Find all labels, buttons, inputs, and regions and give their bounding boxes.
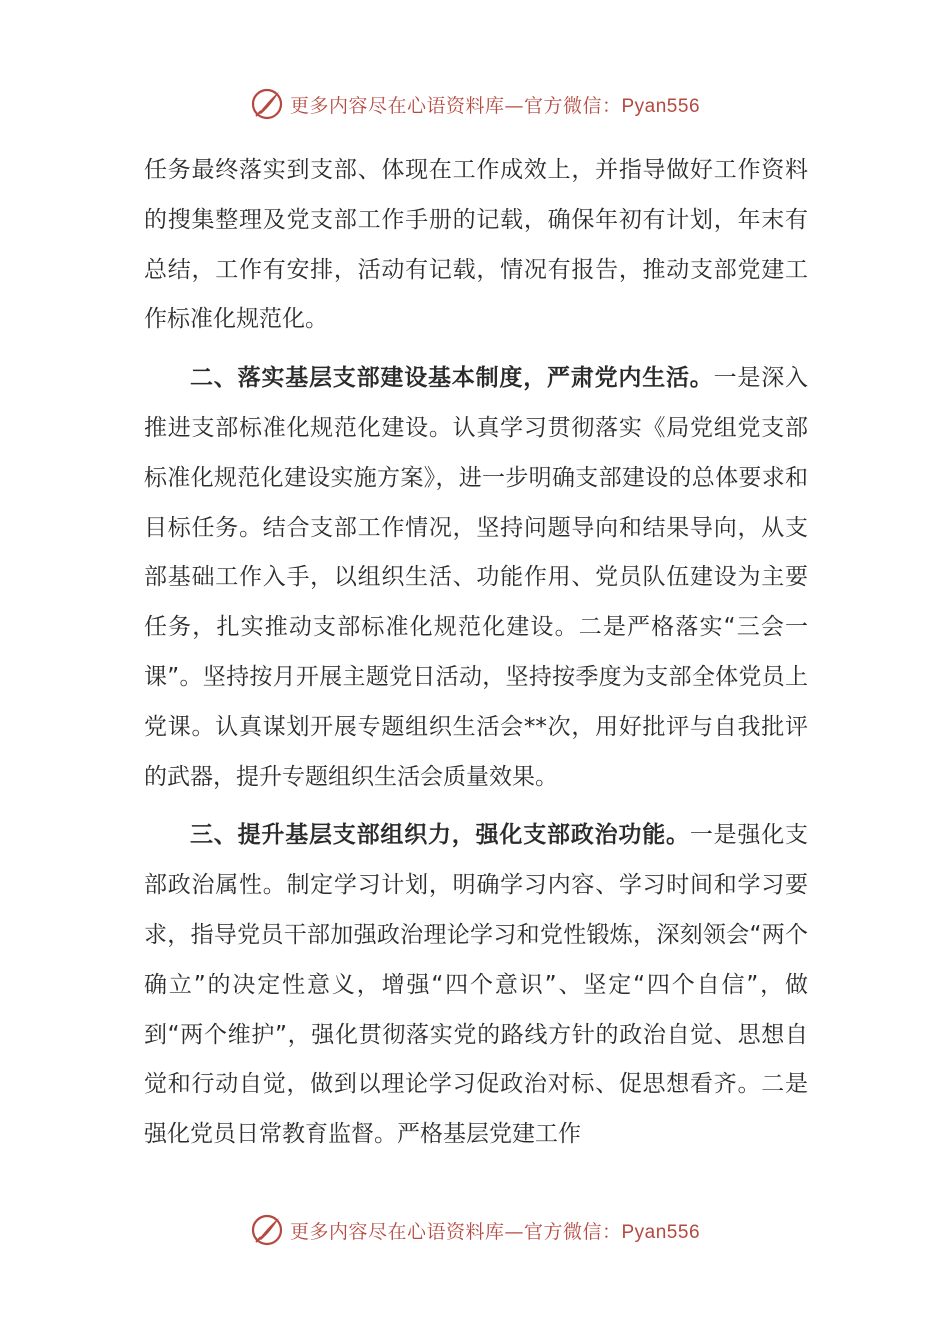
quill-pen-logo-icon <box>250 1213 284 1247</box>
watermark-text <box>290 91 700 118</box>
paragraph-text: 一是深入推进支部标准化规范化建设。认真学习贯彻落实《局党组党支部标准化规范化建设实施方案》，进一步明确支部建设的总体要求和目标任务。结合支部工作情况，坚持问题导向和结果导向，从支部基础工作入手，以组织生活、功能作用、党员队伍建设为主要任务，扎实推动支部标准化规范化建设。二是严格落实“三会一课”。坚持按月开展主题党日活动，坚持按季度为支部全体党员上党课。认真谋划开展专题组织生活会**次，用好批评与自我批评的武器，提升专题组织生活会质量效果。 <box>144 365 809 790</box>
paragraph-section-3 <box>144 811 808 1160</box>
section-heading: 三、提升基层支部组织力，强化支部政治功能。 <box>190 822 690 849</box>
watermark-text <box>290 1217 700 1244</box>
watermark-slogan: 更多内容尽在心语资料库—官方微信： <box>289 94 622 117</box>
paragraph-section-2 <box>144 354 808 802</box>
watermark-footer <box>0 1210 950 1250</box>
quill-pen-logo-icon <box>250 87 284 121</box>
watermark-wechat-id: Pyan556 <box>621 95 701 117</box>
document-body <box>144 146 808 1160</box>
paragraph-text: 任务最终落实到支部、体现在工作成效上，并指导做好工作资料的搜集整理及党支部工作手册的记载，确保年初有计划，年末有总结，工作有安排，活动有记载，情况有报告，推动支部党建工作标准化规范化。 <box>144 157 808 333</box>
paragraph-text: 一是强化支部政治属性。制定学习计划，明确学习内容、学习时间和学习要求，指导党员干部加强政治理论学习和党性锻炼，深刻领会“两个确立”的决定性意义，增强“四个意识”、坚定“四个自信”，做到“两个维护”，强化贯彻落实党的路线方针的政治自觉、思想自觉和行动自觉，做到以理论学习促政治对标、促思想看齐。二是强化党员日常教育监督。严格基层党建工作 <box>144 822 809 1148</box>
watermark-header <box>0 84 950 124</box>
watermark-slogan: 更多内容尽在心语资料库—官方微信： <box>289 1220 622 1243</box>
watermark-wechat-id: Pyan556 <box>621 1221 701 1243</box>
paragraph-continuation <box>144 146 808 345</box>
section-heading: 二、落实基层支部建设基本制度，严肃党内生活。 <box>190 365 714 392</box>
